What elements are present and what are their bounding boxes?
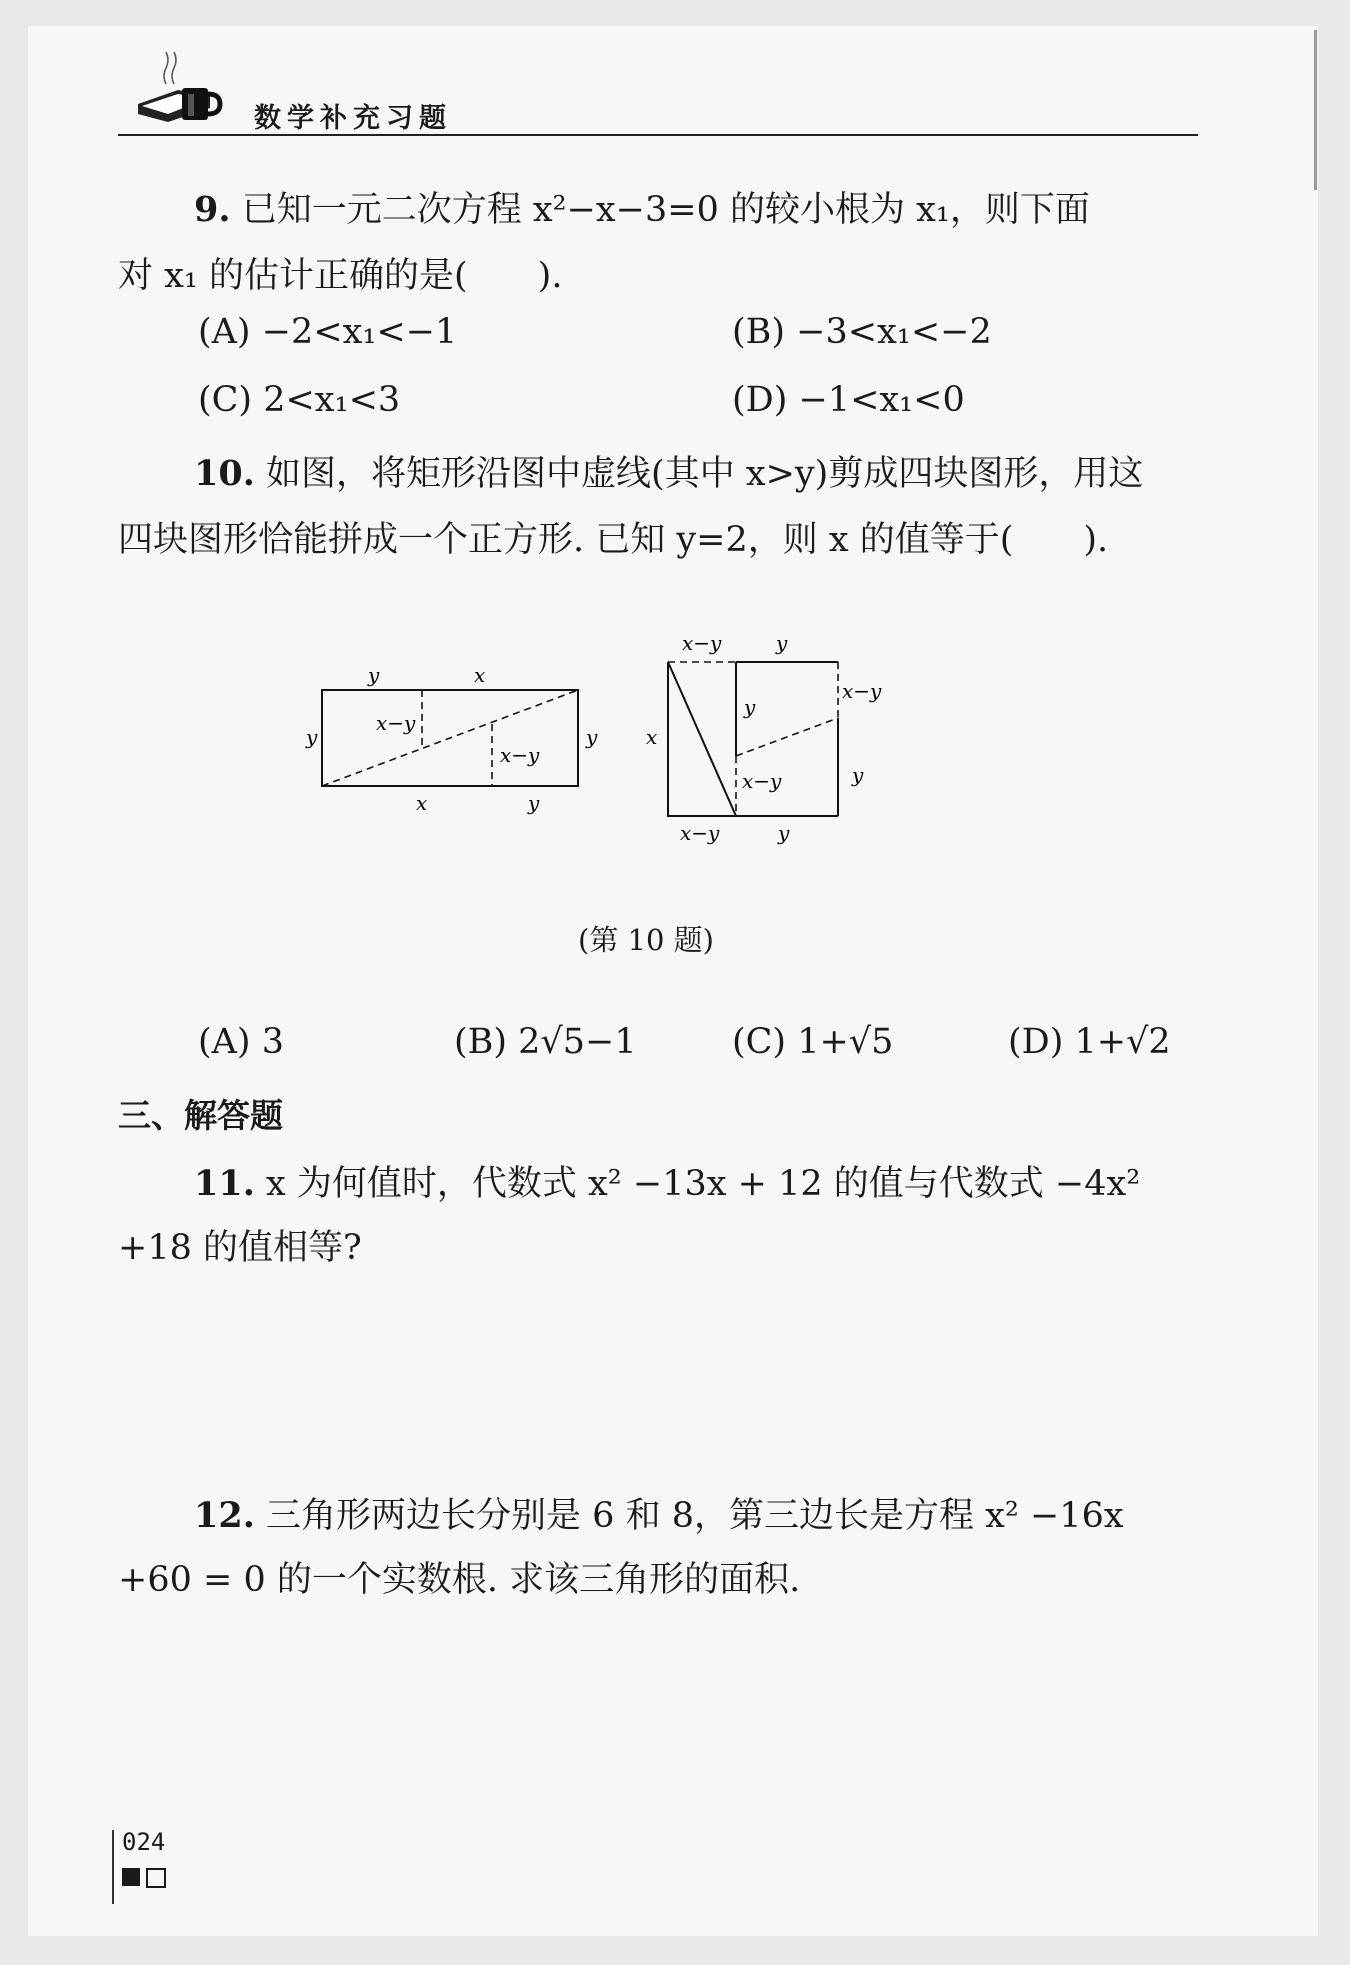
q9-option-a[interactable]: (A) −2<x₁<−1 — [198, 312, 458, 352]
coffee-book-icon — [138, 44, 248, 130]
figure-caption: (第 10 题) — [578, 923, 714, 957]
q12-text-2: +60 = 0 的一个实数根. 求该三角形的面积. — [118, 1560, 801, 1600]
page-edge — [1314, 30, 1317, 190]
q9-option-b[interactable]: (B) −3<x₁<−2 — [732, 312, 992, 352]
left-label-top-x: x — [474, 663, 486, 687]
q10-option-d[interactable]: (D) 1+√2 — [1008, 1022, 1171, 1062]
q10-option-a[interactable]: (A) 3 — [198, 1022, 284, 1062]
q11-line1 — [194, 1156, 1140, 1206]
q9-option-d[interactable]: (D) −1<x₁<0 — [732, 380, 965, 420]
empty-square-icon — [146, 1868, 166, 1888]
left-label-top-y: y — [368, 663, 380, 687]
q9-number: 9. — [194, 189, 231, 230]
right-diagonal-cut — [736, 718, 838, 756]
filled-square-icon — [122, 1868, 140, 1886]
q11-number: 11. — [194, 1163, 255, 1204]
q10-option-c[interactable]: (C) 1+√5 — [732, 1022, 894, 1062]
right-label-right-y: y — [852, 763, 864, 787]
left-label-bottom-x: x — [416, 791, 428, 815]
q10-text-2: 四块图形恰能拼成一个正方形. 已知 y=2，则 x 的值等于( ). — [118, 520, 1109, 560]
q10-figure — [306, 620, 1032, 880]
right-label-bottom-xy: x−y — [680, 821, 720, 845]
page-number: 024 — [122, 1828, 166, 1856]
left-label-inner-1: x−y — [376, 711, 416, 735]
left-label-left-y: y — [306, 725, 318, 749]
left-label-bottom-y: y — [528, 791, 540, 815]
right-label-bottom-y: y — [778, 821, 790, 845]
header-rule — [118, 134, 1198, 136]
q12-line1 — [194, 1488, 1124, 1538]
left-label-inner-2: x−y — [500, 743, 540, 767]
right-label-top-xy: x−y — [682, 631, 722, 655]
left-diagonal-cut — [322, 690, 578, 786]
header-title: 数学补充习题 — [254, 103, 452, 134]
footer-bar — [112, 1830, 114, 1904]
q9-line1 — [194, 182, 1090, 232]
q9-option-c[interactable]: (C) 2<x₁<3 — [198, 380, 401, 420]
q10-number: 10. — [194, 453, 255, 494]
q10-text-1: 如图，将矩形沿图中虚线(其中 x>y)剪成四块图形，用这 — [266, 454, 1144, 494]
right-label-right-xy: x−y — [842, 679, 882, 703]
q9-text-1: 已知一元二次方程 x²−x−3=0 的较小根为 x₁，则下面 — [241, 190, 1090, 230]
q9-text-2: 对 x₁ 的估计正确的是( ). — [118, 256, 563, 296]
right-label-left-x: x — [646, 725, 658, 749]
q10-option-b[interactable]: (B) 2√5−1 — [454, 1022, 637, 1062]
section-title: 三、解答题 — [118, 1096, 283, 1135]
q12-text-1: 三角形两边长分别是 6 和 8，第三边长是方程 x² −16x — [266, 1496, 1124, 1536]
q12-number: 12. — [194, 1495, 255, 1536]
q10-line1 — [194, 446, 1143, 496]
left-label-right-y: y — [586, 725, 598, 749]
right-label-inner-y: y — [744, 695, 756, 719]
q11-text-1: x 为何值时，代数式 x² −13x + 12 的值与代数式 −4x² — [266, 1164, 1141, 1204]
page-header — [118, 44, 1198, 136]
q11-text-2: +18 的值相等? — [118, 1228, 362, 1268]
right-label-top-y: y — [776, 631, 788, 655]
right-label-inner-xy: x−y — [742, 769, 782, 793]
